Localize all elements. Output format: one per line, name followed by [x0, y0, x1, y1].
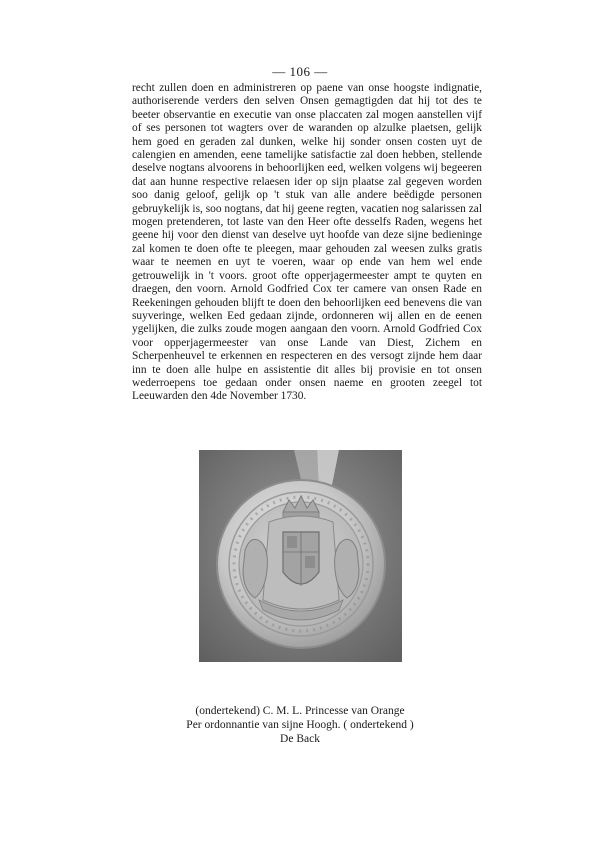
- caption-line-1: (ondertekend) C. M. L. Princesse van Orange: [195, 705, 405, 717]
- signature-caption: [0, 704, 600, 746]
- seal-photograph: [199, 450, 402, 662]
- page-number: — 106 —: [272, 64, 328, 79]
- caption-line-3: De Back: [280, 733, 320, 745]
- body-text: recht zullen doen en administreren op paene van onse hoogste indignatie, authoriserende verders den selven Onsen gemagtigden dat hij tot des te beeter observantie en executie van onse placcaten zal mogen aanstellen vijf of ses personen tot wagters over de waranden op alzulke plaetsen, gelijk hem goed en geraden zal dunken, welke hij sonder onsen costen uyt de calengien en amenden, eene tamelijke satisfactie zal doen hebben, stellende deselve nogtans alvoorens in behoorlijken eed, welken volgens wij begeeren dat aan hunne respective relaesen ider op sijn plaatse zal gegeven worden soo danig geloof, gelijk op 't stuk van alle andere beëdigde personen gebruykelijk is, soo nogtans, dat hij geene regten, vacatien nog salarissen zal mogen pretenderen, tot laste van den Heer ofte desselfs Raden, wegens het geene hij voor den dienst van deselve uyt hoofde van deze sijne bedieninge zal komen te doen ofte te pleegen, maar gehouden zal weesen zulks gratis waar te neemen en uyt te voeren, waar op ende van hem wel ende getrouwelijk in 't voors. groot ofte opperjagermeester ampt te quyten en draegen, den voorn. Arnold Godfried Cox ter camere van onsen Rade en Reekeningen gehouden blijft te doen den behoorlijken eed benevens die van suyveringe, welken Eed gedaan zijnde, ordonneren wij allen en de eenen ygelijken, die zulks zoude mogen aangaan den voorn. Arnold Godfried Cox voor opperjagermeester van onse Lande van Diest, Zichem en Scherpenheuvel te erkennen en respecteren en des versogt zijnde hem daar inn te doen alle hulpe en assistentie dit alles bij provisie en tot onsen wederroepens toe gedaan onder onsen naeme en grooten zeegel tot Leeuwarden den 4de November 1730.: [132, 82, 482, 403]
- caption-line-2: Per ordonnantie van sijne Hoogh. ( ondertekend ): [186, 719, 414, 731]
